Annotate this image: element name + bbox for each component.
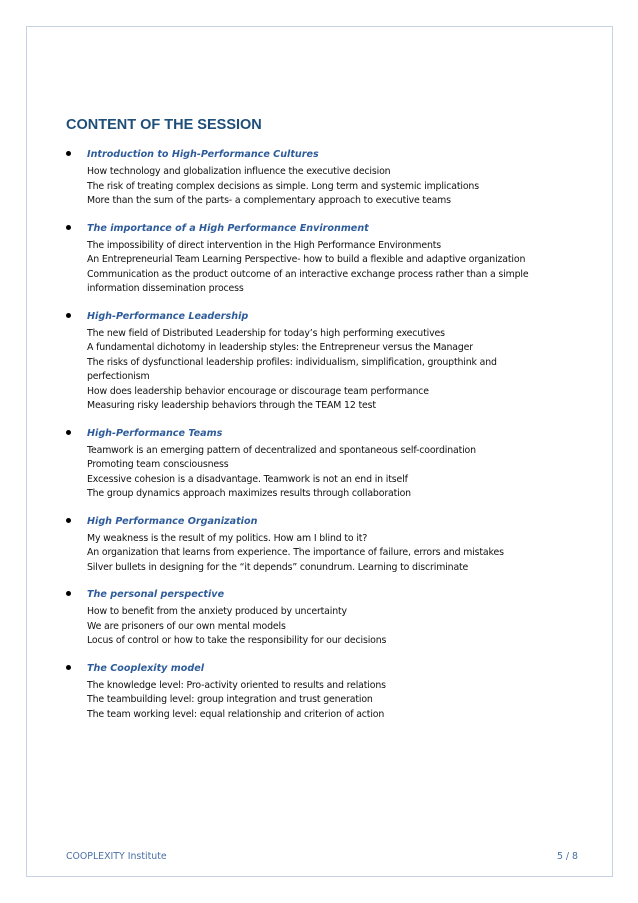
- footer-page-number: 5 / 8: [556, 851, 578, 862]
- section-title: The personal perspective: [87, 589, 225, 600]
- section-title: High-Performance Leadership: [87, 310, 249, 322]
- section-line: The knowledge level: Pro-activity oriented to results and relations: [87, 679, 386, 691]
- section-title: The importance of a High Performance Environment: [87, 222, 369, 234]
- section-line: How technology and globalization influence the executive decision: [87, 166, 391, 177]
- section-item: [0, 310, 638, 414]
- section-line: Communication as the product outcome of an interactive exchange process rather than a simple: [87, 268, 529, 280]
- section-line: Promoting team consciousness: [87, 459, 229, 470]
- section-item: [0, 662, 638, 723]
- section-line: We are prisoners of our own mental models: [87, 620, 286, 632]
- section-item: [0, 515, 638, 576]
- bullet-icon: [66, 665, 71, 670]
- section-line: How to benefit from the anxiety produced by uncertainty: [87, 606, 347, 617]
- section-title: The Cooplexity model: [87, 662, 205, 674]
- section-line: The impossibility of direct intervention in the High Performance Environments: [87, 239, 442, 251]
- section-line: perfectionism: [87, 371, 150, 382]
- section-item: [0, 427, 638, 502]
- section-title: Introduction to High-Performance Cultures: [87, 149, 319, 160]
- bullet-icon: [66, 430, 71, 435]
- section-title: High-Performance Teams: [87, 427, 223, 439]
- section-line: How does leadership behavior encourage or discourage team performance: [87, 385, 429, 397]
- section-title: High Performance Organization: [87, 515, 258, 527]
- section-line: Excessive cohesion is a disadvantage. Teamwork is not an end in itself: [87, 473, 408, 485]
- section-line: A fundamental dichotomy in leadership styles: the Entrepreneur versus the Manager: [87, 342, 474, 353]
- bullet-icon: [66, 225, 71, 230]
- section-line: More than the sum of the parts- a complementary approach to executive teams: [87, 195, 451, 206]
- section-item: [0, 222, 638, 297]
- bullet-icon: [66, 151, 71, 156]
- section-line: An organization that learns from experience. The importance of failure, errors and mistakes: [87, 547, 504, 558]
- bullet-icon: [66, 313, 71, 318]
- section-line: The new field of Distributed Leadership for today’s high performing executives: [87, 327, 445, 339]
- section-item: [0, 588, 638, 649]
- section-line: information dissemination process: [87, 283, 244, 294]
- section-line: The group dynamics approach maximizes results through collaboration: [87, 488, 411, 499]
- bullet-icon: [66, 591, 71, 596]
- section-line: Teamwork is an emerging pattern of decentralized and spontaneous self-coordination: [87, 444, 476, 456]
- section-line: The risk of treating complex decisions as simple. Long term and systemic implications: [87, 180, 479, 192]
- section-line: An Entrepreneurial Team Learning Perspective- how to build a flexible and adaptive organization: [87, 254, 526, 265]
- page-heading: CONTENT OF THE SESSION: [66, 117, 262, 133]
- footer-organization: COOPLEXITY Institute: [66, 851, 167, 862]
- section-item: [0, 148, 638, 209]
- section-line: The teambuilding level: group integration and trust generation: [87, 694, 373, 705]
- section-line: Locus of control or how to take the responsibility for our decisions: [87, 635, 387, 646]
- section-line: My weakness is the result of my politics. How am I blind to it?: [87, 532, 368, 544]
- section-line: Silver bullets in designing for the “it depends” conundrum. Learning to discriminate: [87, 561, 469, 573]
- bullet-icon: [66, 518, 71, 523]
- session-content-list: [0, 148, 638, 722]
- section-line: The risks of dysfunctional leadership profiles: individualism, simplification, groupthink and: [87, 356, 497, 368]
- section-line: Measuring risky leadership behaviors through the TEAM 12 test: [87, 400, 376, 411]
- section-line: The team working level: equal relationship and criterion of action: [87, 708, 385, 720]
